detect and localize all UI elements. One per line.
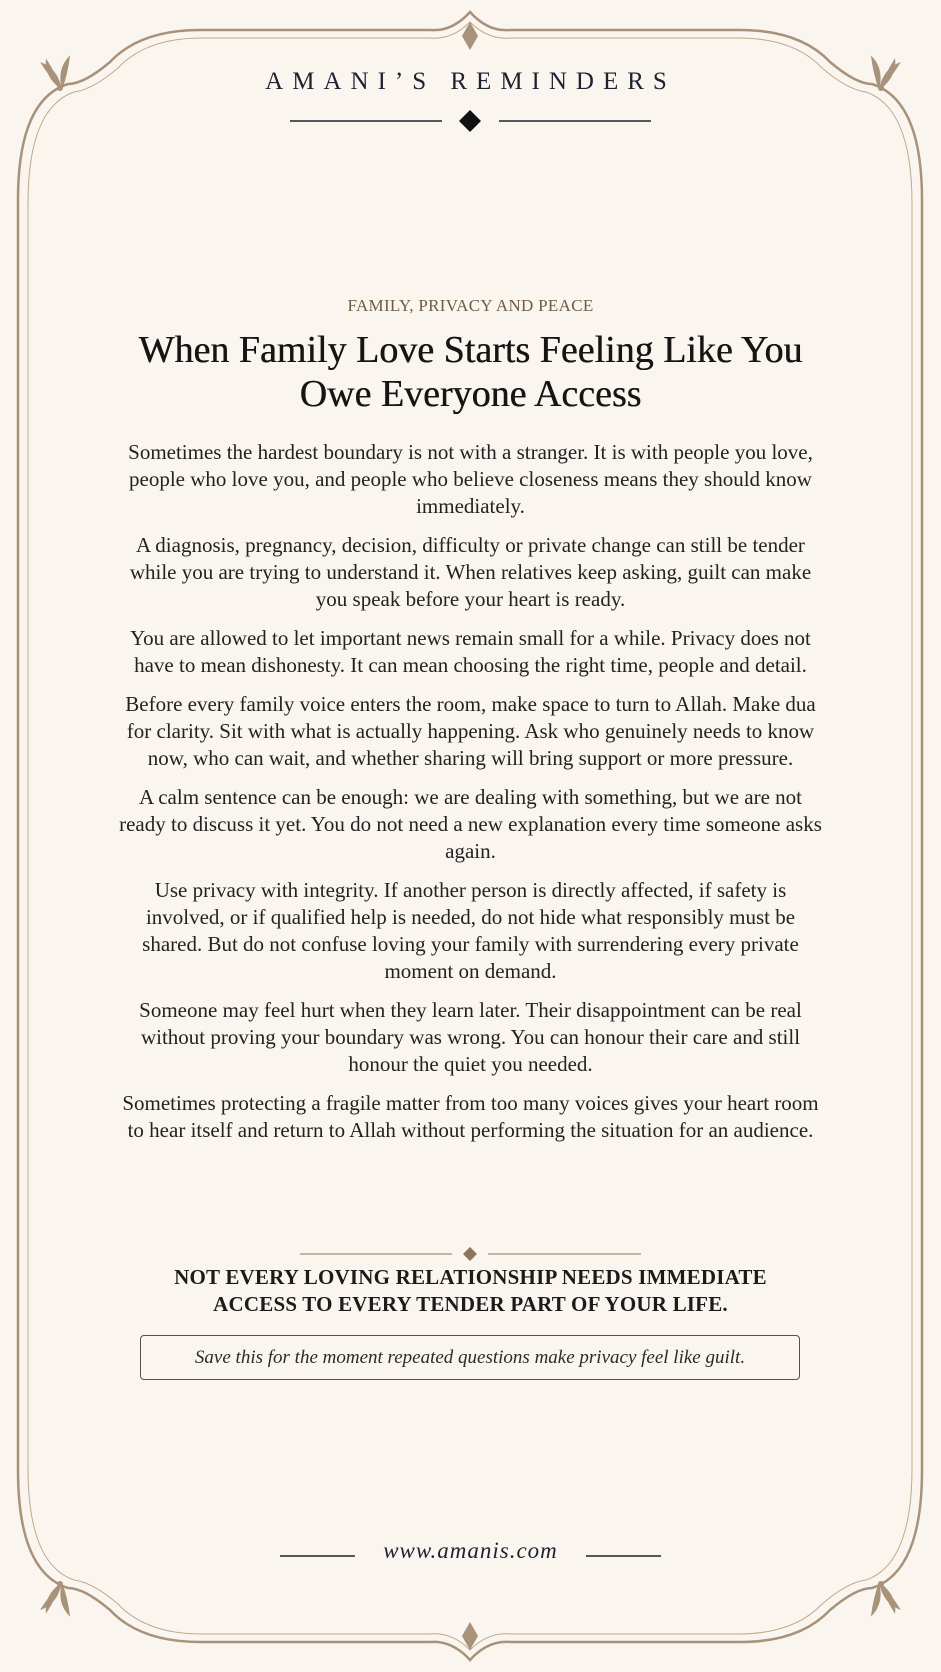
paragraph: Someone may feel hurt when they learn later. Their disappointment can be real without proving your boundary was wrong. You can honour their care and still honour the quiet you needed. <box>139 998 802 1076</box>
paragraph: You are allowed to let important news remain small for a while. Privacy does not have to mean dishonesty. It can mean choosing the right time, people and detail. <box>130 626 811 677</box>
paragraph: A calm sentence can be enough: we are dealing with something, but we are not ready to discuss it yet. You do not need a new explanation every time someone asks again. <box>119 785 822 863</box>
paragraph: A diagnosis, pregnancy, decision, difficulty or private change can still be tender while you are trying to understand it. When relatives keep asking, guilt can make you speak before your heart is ready. <box>129 533 812 611</box>
brand-title: AMANI’S REMINDERS <box>265 68 676 95</box>
website-link[interactable]: www.amanis.com <box>383 1538 558 1563</box>
paragraph: Before every family voice enters the room, make space to turn to Allah. Make dua for clarity. Sit with what is actually happening. Ask who genuinely needs to know now, who can wait, and whether sharing will bring support or more pressure. <box>125 692 816 770</box>
article-body <box>115 439 826 1156</box>
closing-statement: NOT EVERY LOVING RELATIONSHIP NEEDS IMMEDIATE ACCESS TO EVERY TENDER PART OF YOUR LIFE. <box>174 1265 767 1316</box>
paragraph: Use privacy with integrity. If another person is directly affected, if safety is involved, or if qualified help is needed, do not hide what responsibly must be shared. But do not confuse loving your family with surrendering every private moment on demand. <box>142 878 799 983</box>
article-title: When Family Love Starts Feeling Like You Owe Everyone Access <box>138 329 803 415</box>
paragraph: Sometimes protecting a fragile matter from too many voices gives your heart room to hear itself and return to Allah without performing the situation for an audience. <box>122 1091 819 1142</box>
category-label: FAMILY, PRIVACY AND PEACE <box>347 296 594 315</box>
save-note <box>140 1335 800 1380</box>
paragraph: Sometimes the hardest boundary is not with a stranger. It is with people you love, people who love you, and people who believe closeness means they should know immediately. <box>128 440 813 518</box>
save-note-text: Save this for the moment repeated questions make privacy feel like guilt. <box>194 1346 746 1368</box>
